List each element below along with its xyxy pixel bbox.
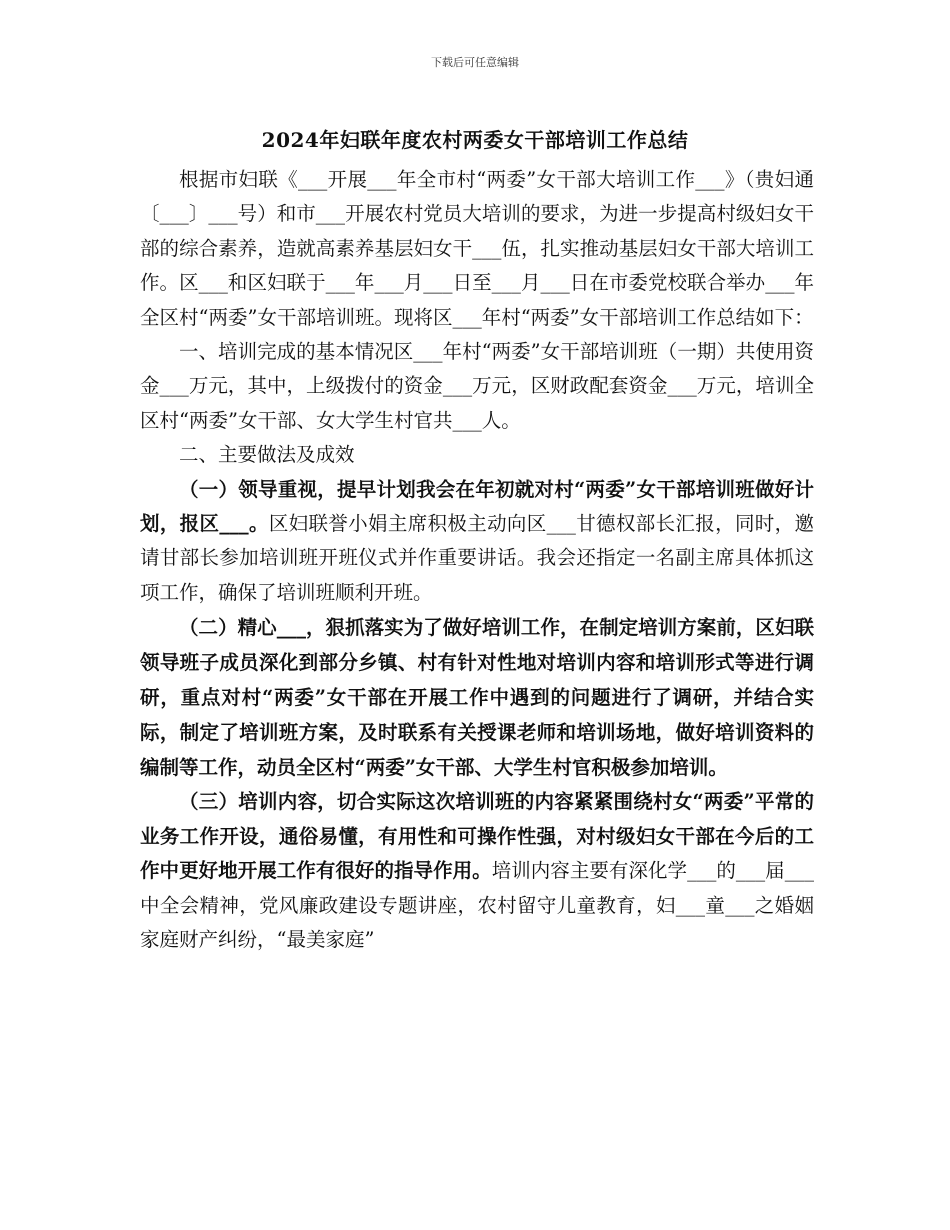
paragraph-training-content-body: 培训内容主要有深化学___的___届___中全会精神，党风廉政建设专题讲座，农村留守儿童教育，妇___童___之婚姻家庭财产纠纷，“最美家庭”	[140, 859, 814, 951]
paragraph-leadership-body: 区妇联誉小娟主席积极主动向区___甘德权部长汇报，同时，邀请甘部长参加培训班开班仪式并作重要讲话。我会还指定一名副主席具体抓这项工作，确保了培训班顺利开班。	[140, 512, 814, 604]
paragraph-basic-situation: 一、培训完成的基本情况区___年村“两委”女干部培训班（一期）共使用资金___万元，其中，上级拨付的资金___万元，区财政配套资金___万元，培训全区村“两委”女干部、女大学生村官共___人。	[140, 340, 814, 432]
paragraph-training-content-lead: （三）培训内容，切合实际这次培训班的内容紧紧围绕村女“两委”平常的业务工作开设，通俗易懂，有用性和可操作性强，对村级妇女干部在今后的工作中更好地开展工作有很好的指导作用。	[140, 790, 814, 883]
document-body	[140, 163, 814, 957]
paragraph-leadership-lead: （一）领导重视，提早计划我会在年初就对村“两委”女干部培训班做好计划，报区___。	[140, 477, 814, 536]
document-title: 2024年妇联年度农村两委女干部培训工作总结	[261, 128, 689, 152]
paragraph-intro: 根据市妇联《___开展___年全市村“两委”女干部大培训工作___》（贵妇通〔___〕___号）和市___开展农村党员大培训的要求，为进一步提高村级妇女干部的综合素养，造就高素养基层妇女干___伍，扎实推动基层妇女干部大培训工作。区___和区妇联于___年___月___日至___月___日在市委党校联合举办___年全区村“两委”女干部培训班。现将区___年村“两委”女干部培训工作总结如下：	[140, 168, 814, 329]
paragraph-leadership	[140, 473, 814, 611]
paragraph-training-content	[140, 785, 814, 957]
section-heading-main-practices: 二、主要做法及成效	[179, 443, 355, 467]
download-note: 下载后可任意编辑	[431, 56, 519, 69]
paragraph-careful-implementation: （二）精心___，狠抓落实为了做好培训工作，在制定培训方案前，区妇联领导班子成员深化到部分乡镇、村有针对性地对培训内容和培训形式等进行调研，重点对村“两委”女干部在开展工作中遇到的问题进行了调研，并结合实际，制定了培训班方案，及时联系有关授课老师和培训场地，做好培训资料的编制等工作，动员全区村“两委”女干部、大学生村官积极参加培训。	[140, 616, 814, 780]
